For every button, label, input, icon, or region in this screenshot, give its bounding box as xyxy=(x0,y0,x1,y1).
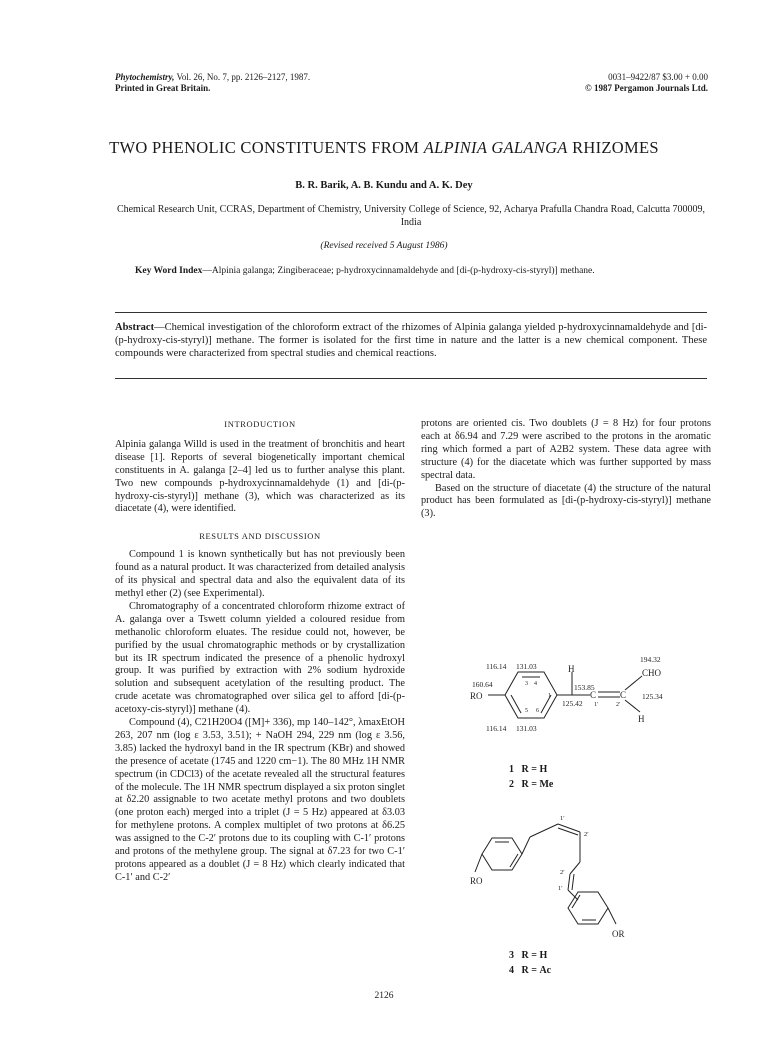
keywords-text: —Alpinia galanga; Zingiberaceae; p-hydroxycinnamaldehyde and [di-(p-hydroxy-cis-styryl)] methane. xyxy=(202,266,595,276)
h-bond xyxy=(625,700,640,712)
right-paragraph-2: Based on the structure of diacetate (4) the structure of the natural product has been formulated as [di-(p-hydroxy-cis-styryl)] methane (3). xyxy=(421,482,711,520)
locant-5: 5 xyxy=(525,708,528,714)
h-atom: H xyxy=(638,714,645,724)
locant-3: 3 xyxy=(525,681,528,687)
locant-1-prime: 1′ xyxy=(594,702,599,708)
cho-bond xyxy=(625,676,642,690)
revised-date: (Revised received 5 August 1986) xyxy=(320,241,448,251)
shift-160-64: 160.64 xyxy=(472,680,493,689)
compound-3-label: 3 R = H xyxy=(509,950,548,961)
keywords-label: Key Word Index xyxy=(135,266,203,276)
right-benzene-ring xyxy=(568,892,608,924)
title-part2: RHIZOMES xyxy=(567,138,659,157)
locant-2-prime-top: 2′ xyxy=(584,831,589,838)
results-paragraph-1: Compound 1 is known synthetically but has not previously been found as a natural product. It was characterized from detailed analysis of its physical and spectral data and also the equivalent data of its methyl ether (2) (see Experimental). xyxy=(115,549,405,599)
divider-bottom xyxy=(115,378,707,379)
shift-131-03-top: 131.03 xyxy=(516,662,537,671)
issn-code: 0031–9422/87 $3.00 + 0.00 xyxy=(608,72,708,82)
carbon-c: C xyxy=(590,690,597,700)
shift-125-42: 125.42 xyxy=(562,699,583,708)
locant-1: 1 xyxy=(548,693,551,699)
locant-1-prime-bottom: 1′ xyxy=(558,885,563,892)
journal-name: Phytochemistry, xyxy=(115,72,175,82)
compound-4-label: 4 R = Ac xyxy=(509,965,552,976)
results-paragraph-2: Chromatography of a concentrated chloroform rhizome extract of A. galanga over a Tswett column yielded a coloured residue from methanolic chloroform eluates. The residue could not, however, be purified by the usual chromatographic methods or by crystallization but its IR spectrum indicated the presence of a phenolic hydroxyl group. It was purified by extraction with 2% sodium hydroxide solution and subsequent acetylation of the resulting product. The crude acetate was chromatographed over silica gel to afford [di-(p-acetoxy-cis-styryl)] methane (4). xyxy=(115,600,405,716)
locant-1-prime-top: 1′ xyxy=(560,815,565,822)
abstract xyxy=(115,321,707,360)
title-part1: TWO PHENOLIC CONSTITUENTS FROM xyxy=(109,138,424,157)
right-column xyxy=(421,418,711,521)
shift-194-32: 194.32 xyxy=(640,655,661,664)
compound-1-label: 1 R = H xyxy=(509,764,548,775)
left-vinyl-bond xyxy=(522,837,530,854)
carbon-c2: C xyxy=(620,690,627,700)
affiliation: Chemical Research Unit, CCRAS, Department of Chemistry, University College of Science, 92, Acharya Prafulla Chandra Road, Calcutta 700009, India xyxy=(116,204,706,228)
ro-group: RO xyxy=(470,691,483,701)
abstract-label: Abstract xyxy=(115,322,155,333)
lower-double-bond xyxy=(568,874,570,890)
structure-1-diagram xyxy=(470,650,720,745)
locant-4: 4 xyxy=(534,681,537,687)
left-ro-bond xyxy=(475,854,482,872)
journal-citation xyxy=(115,72,310,94)
citation: Vol. 26, No. 7, pp. 2126–2127, 1987. xyxy=(176,72,311,82)
paper-title xyxy=(0,138,768,158)
upper-double-bond xyxy=(558,824,580,832)
results-paragraph-3: Compound (4), C21H20O4 ([M]+ 336), mp 140–142°, λmaxEtOH 263, 207 nm (log ε 3.53, 3.51); + NaOH 294, 229 nm (log ε 3.56, 3.85) lacked the hydroxyl band in the IR spectrum (KBr) and showed the presence of acetate (1745 and 1220 cm−1). The 80 MHz 1H NMR spectrum (in CDCl3) of the acetate revealed all the structural features of the molecule. The 1H NMR spectrum displayed a six proton singlet at δ2.20 assignable to two acetate methyl protons and two doublets (one proton each) merged into a triplet (J = 5 Hz) appeared at δ3.03 for methylene protons. A complex multiplet of two protons at δ6.25 was assigned to the C-2′ protons due to its coupling with C-1′ protons and protons of the methylene group. The signal at δ7.23 for two C-1′ protons appeared as a doublet (J = 8 Hz) which clearly indicated that C-1′ and C-2′ xyxy=(115,717,405,883)
shift-131-03-bottom: 131.03 xyxy=(516,724,537,733)
right-or-group: OR xyxy=(612,929,625,939)
abstract-text: —Chemical investigation of the chloroform extract of the rhizomes of Alpinia galanga yielded p-hydroxycinnamaldehyde and [di-(p-hydroxy-cis-styryl)] methane. The former is isolated for the first time in nature and the latter is a new chemical component. These compounds were characterized from spectral studies and chemical reactions. xyxy=(115,322,707,359)
locant-2-prime-bottom: 2′ xyxy=(560,869,565,876)
copyright: © 1987 Pergamon Journals Ltd. xyxy=(585,83,708,93)
right-paragraph-1: protons are oriented cis. Two doublets (J = 8 Hz) for four protons each at δ6.94 and 7.29 were ascribed to the protons in the aromatic ring which formed a part of A2B2 system. These data agree with structure (4) for the diacetate which was further supported by mass spectral data. xyxy=(421,418,711,481)
shift-116-14-top: 116.14 xyxy=(486,662,507,671)
cho-group: CHO xyxy=(642,668,662,678)
shift-125-34: 125.34 xyxy=(642,692,663,701)
printed-in: Printed in Great Britain. xyxy=(115,83,211,93)
left-ro-group: RO xyxy=(470,876,483,886)
shift-116-14-bottom: 116.14 xyxy=(486,724,507,733)
results-heading: RESULTS AND DISCUSSION xyxy=(199,531,321,542)
left-column xyxy=(115,418,405,885)
right-or-bond xyxy=(608,908,616,924)
page-number: 2126 xyxy=(374,991,394,1001)
shift-153-85: 153.85 xyxy=(574,683,595,692)
compound-2-label: 2 R = Me xyxy=(509,779,554,790)
h-atom-top: H xyxy=(568,664,575,674)
authors: B. R. Barik, A. B. Kundu and A. K. Dey xyxy=(295,180,473,191)
introduction-text: Alpinia galanga Willd is used in the treatment of bronchitis and heart disease [1]. Reports of several biogenetically important chemical constituents in A. galanga [2–4] led us to further analyse this plant. Two new compounds p-hydroxycinnamaldehyde (1) and [di-(p-hydroxy-cis-styryl)] methane (3), which was characterized as its diacetate (4), were identified. xyxy=(115,438,405,515)
issn-block xyxy=(585,72,708,94)
divider-top xyxy=(115,312,707,313)
title-species: ALPINIA GALANGA xyxy=(423,138,568,157)
structure-2-diagram xyxy=(470,812,650,942)
introduction-heading: INTRODUCTION xyxy=(224,419,296,429)
left-benzene-ring xyxy=(482,838,522,870)
locant-2-prime: 2′ xyxy=(616,702,621,708)
locant-6: 6 xyxy=(536,708,539,714)
keywords xyxy=(135,265,680,278)
